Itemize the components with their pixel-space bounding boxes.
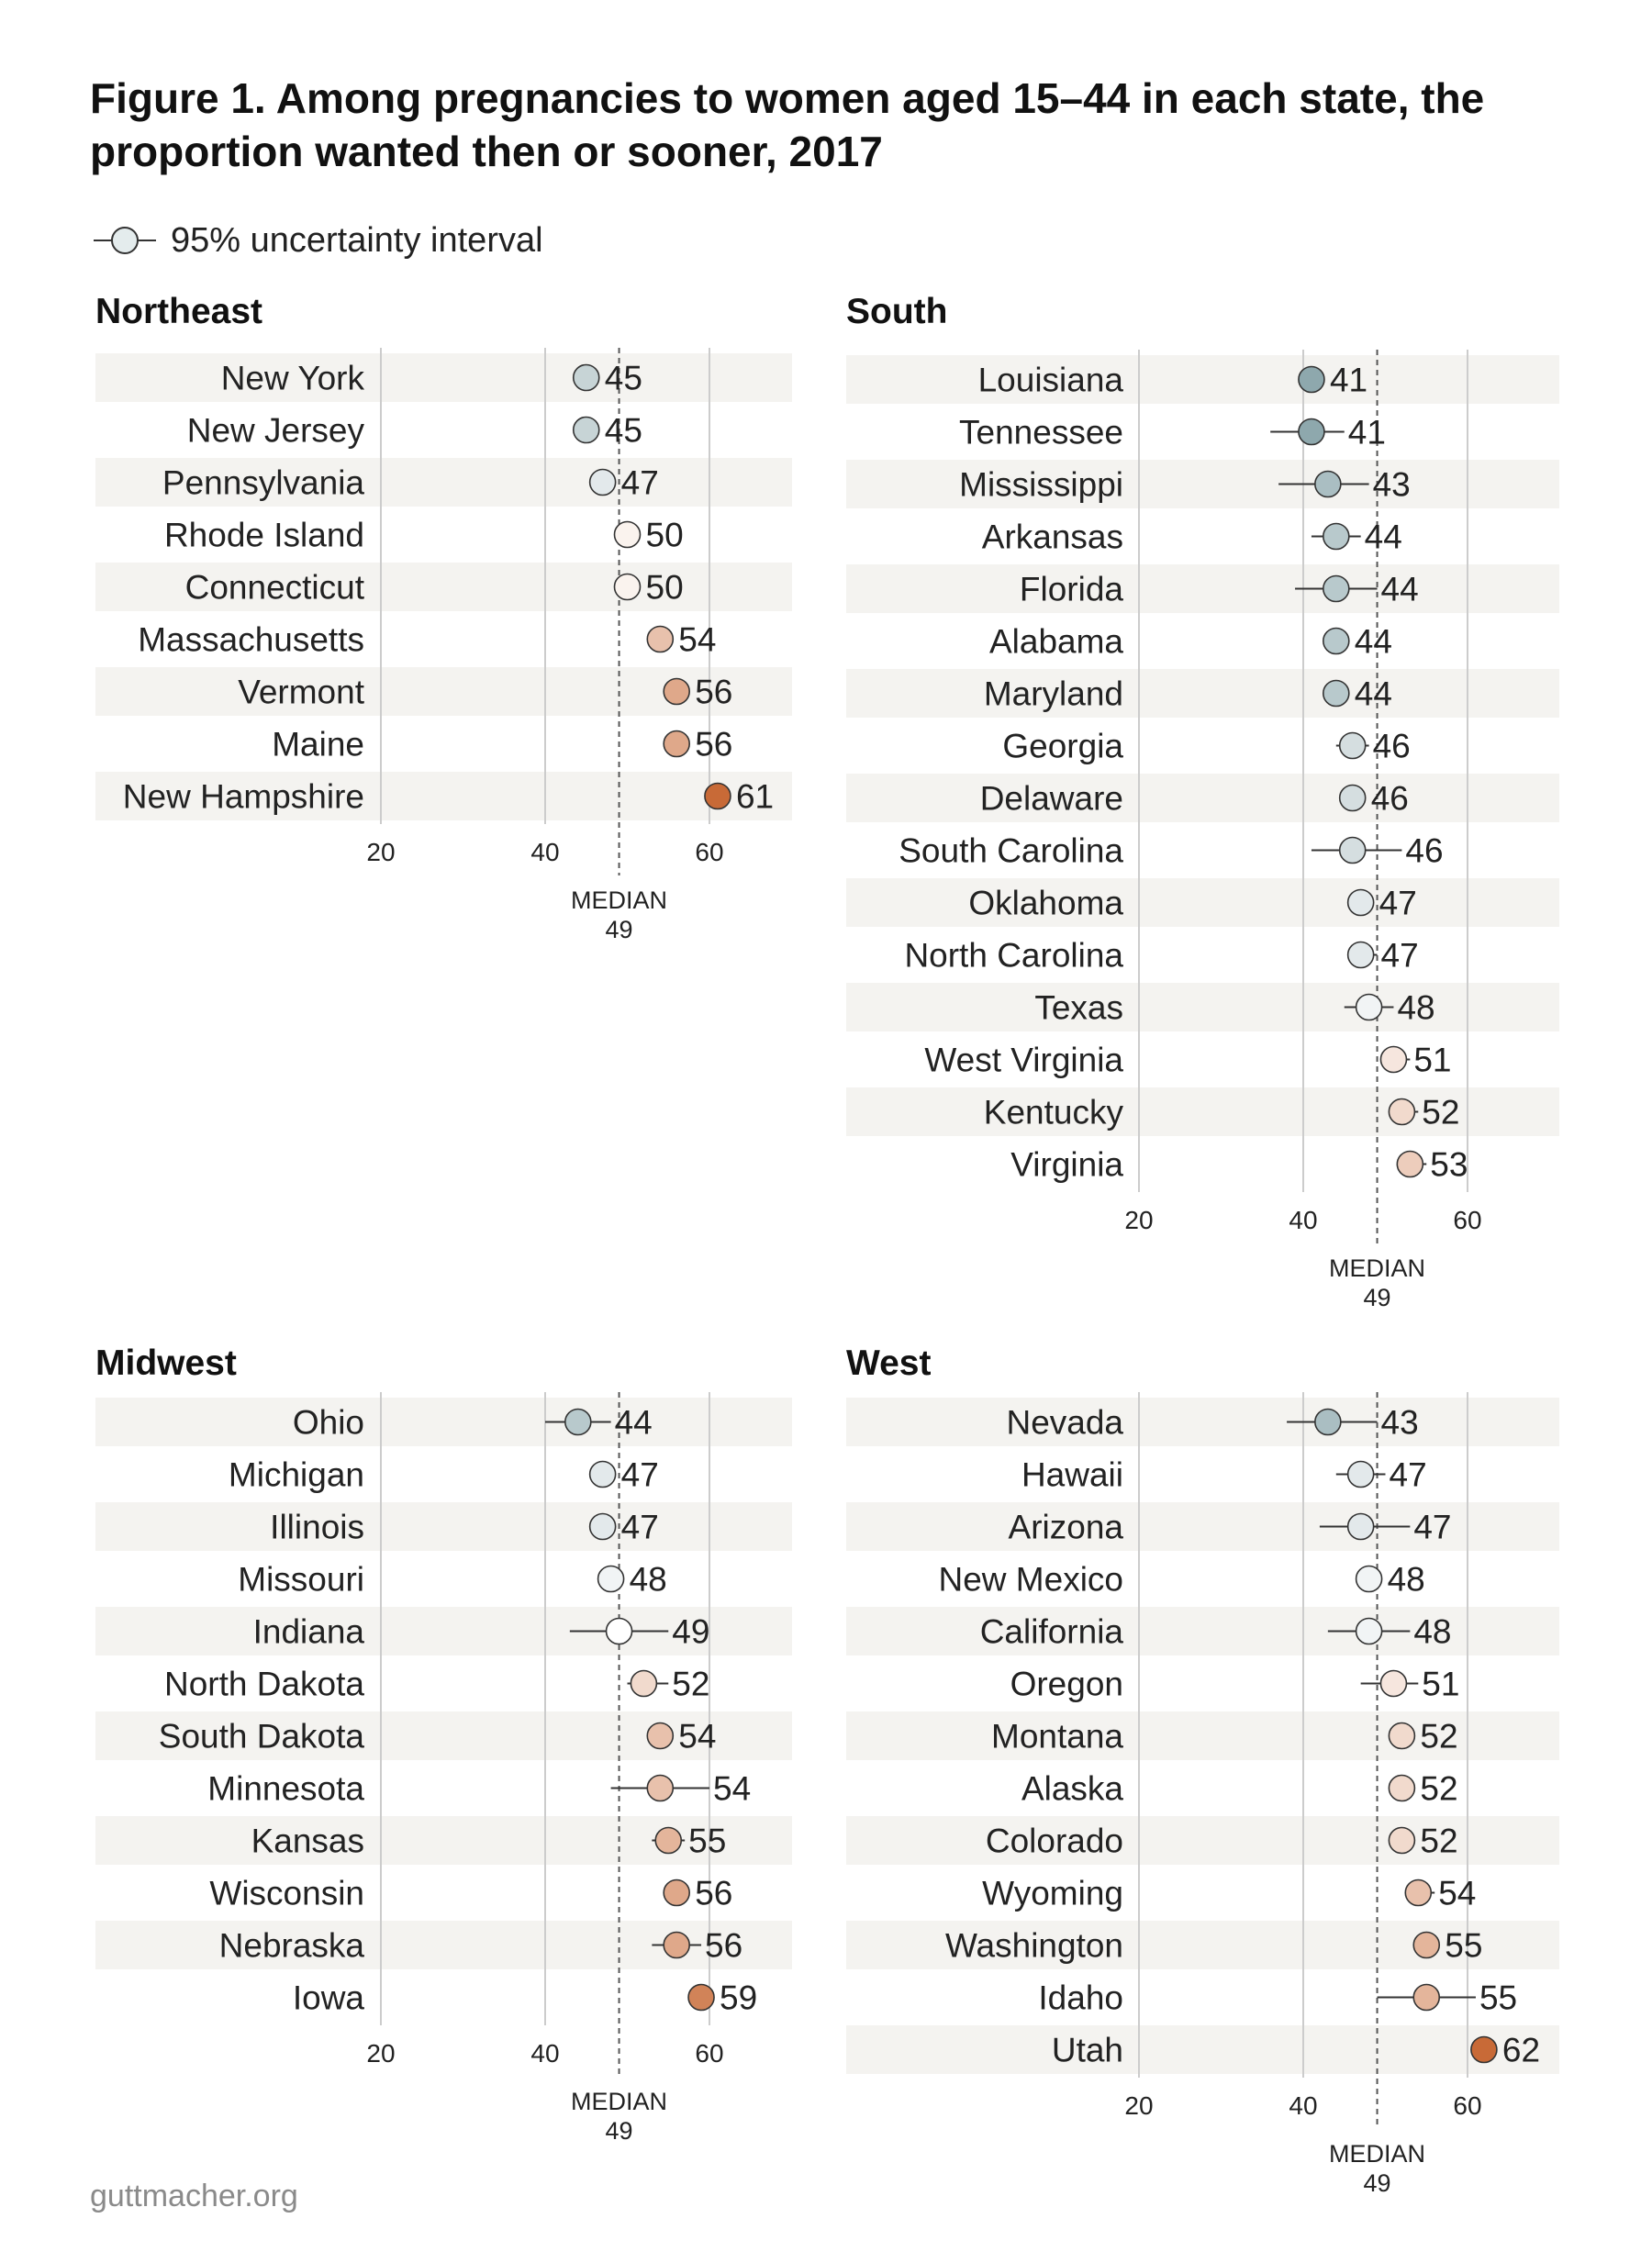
state-label: Tennessee bbox=[959, 413, 1123, 451]
data-point bbox=[1413, 1985, 1439, 2011]
value-label: 50 bbox=[645, 568, 684, 607]
state-label: Delaware bbox=[979, 779, 1123, 818]
state-label: Florida bbox=[1019, 570, 1123, 608]
data-point bbox=[574, 418, 599, 443]
state-label: Washington bbox=[944, 1926, 1123, 1965]
value-label: 48 bbox=[1387, 1560, 1425, 1599]
state-label: Kansas bbox=[251, 1822, 364, 1860]
value-label: 46 bbox=[1372, 727, 1411, 765]
value-label: 43 bbox=[1380, 1403, 1419, 1442]
state-label: New Jersey bbox=[186, 411, 364, 450]
value-label: 61 bbox=[735, 777, 775, 816]
region-heading: South bbox=[846, 292, 948, 331]
row-stripe bbox=[846, 564, 1559, 613]
median-value-label: 49 bbox=[1363, 2169, 1391, 2197]
value-label: 46 bbox=[1405, 831, 1444, 870]
value-label: 48 bbox=[1413, 1612, 1452, 1651]
row-stripe bbox=[846, 774, 1559, 822]
row-stripe bbox=[846, 355, 1559, 404]
data-point bbox=[1356, 995, 1382, 1020]
row-stripe bbox=[846, 2025, 1559, 2074]
data-point bbox=[647, 1776, 673, 1801]
row-stripe bbox=[846, 1398, 1559, 1446]
state-label: Illinois bbox=[270, 1508, 364, 1546]
median-label: MEDIAN bbox=[571, 886, 668, 914]
value-label: 55 bbox=[688, 1822, 727, 1860]
state-label: Maryland bbox=[983, 674, 1123, 713]
state-label: New Hampshire bbox=[122, 777, 364, 816]
state-label: New Mexico bbox=[938, 1560, 1123, 1599]
data-point bbox=[1323, 524, 1349, 550]
value-label: 46 bbox=[1370, 779, 1409, 818]
data-point bbox=[1380, 1047, 1406, 1073]
state-label: Maine bbox=[272, 725, 364, 764]
value-label: 54 bbox=[678, 620, 717, 659]
data-point bbox=[565, 1410, 591, 1435]
row-stripe bbox=[846, 983, 1559, 1031]
data-point bbox=[647, 627, 673, 652]
value-label: 47 bbox=[620, 463, 659, 502]
data-point bbox=[1380, 1671, 1406, 1697]
state-label: Connecticut bbox=[184, 568, 364, 607]
value-label: 51 bbox=[1413, 1041, 1452, 1079]
value-label: 56 bbox=[705, 1926, 743, 1965]
state-label: South Dakota bbox=[158, 1717, 364, 1756]
x-tick-label: 60 bbox=[695, 838, 724, 866]
value-label: 45 bbox=[604, 359, 642, 397]
data-point bbox=[1348, 942, 1374, 968]
x-tick-label: 20 bbox=[366, 838, 396, 866]
value-label: 55 bbox=[1479, 1979, 1518, 2017]
data-point bbox=[1340, 786, 1366, 811]
state-label: West Virginia bbox=[924, 1041, 1123, 1079]
row-stripe bbox=[846, 669, 1559, 718]
chart-title: Figure 1. Among pregnancies to women aged 15–44 in each state, the proportion wanted then or sooner, 2017 bbox=[90, 74, 1485, 175]
value-label: 54 bbox=[1438, 1874, 1477, 1912]
state-label: Montana bbox=[991, 1717, 1123, 1756]
value-label: 62 bbox=[1501, 2031, 1541, 2069]
value-label: 47 bbox=[1379, 884, 1417, 922]
value-label: 47 bbox=[1413, 1508, 1452, 1546]
value-label: 44 bbox=[1380, 570, 1419, 608]
value-label: 44 bbox=[1354, 622, 1392, 661]
state-label: Wyoming bbox=[982, 1874, 1123, 1912]
value-label: 50 bbox=[645, 516, 684, 554]
data-point bbox=[1348, 1462, 1374, 1488]
data-point bbox=[598, 1566, 624, 1592]
value-label: 52 bbox=[1420, 1769, 1458, 1808]
value-label: 56 bbox=[695, 673, 733, 711]
state-label: Indiana bbox=[252, 1612, 364, 1651]
value-label: 47 bbox=[1389, 1455, 1427, 1494]
x-tick-label: 20 bbox=[1124, 2091, 1154, 2120]
data-point bbox=[615, 522, 641, 548]
state-label: South Carolina bbox=[899, 831, 1123, 870]
data-point bbox=[664, 1933, 689, 1958]
data-point bbox=[1299, 367, 1324, 393]
value-label: 43 bbox=[1372, 465, 1411, 504]
row-stripe bbox=[846, 1502, 1559, 1551]
state-label: Idaho bbox=[1038, 1979, 1123, 2017]
state-label: Massachusetts bbox=[138, 620, 364, 659]
state-label: Mississippi bbox=[959, 465, 1123, 504]
data-point bbox=[590, 1514, 616, 1540]
value-label: 52 bbox=[1422, 1093, 1460, 1132]
data-point bbox=[664, 679, 689, 705]
state-label: California bbox=[979, 1612, 1123, 1651]
median-label: MEDIAN bbox=[571, 2088, 668, 2115]
x-tick-label: 60 bbox=[695, 2039, 724, 2068]
row-stripe bbox=[95, 1816, 792, 1865]
data-point bbox=[1323, 681, 1349, 707]
data-point bbox=[688, 1985, 714, 2011]
data-point bbox=[1340, 733, 1366, 759]
data-point bbox=[1413, 1933, 1439, 1958]
data-point bbox=[1405, 1880, 1431, 1906]
data-point bbox=[1323, 576, 1349, 602]
row-stripe bbox=[95, 1398, 792, 1446]
value-label: 44 bbox=[614, 1403, 653, 1442]
data-point bbox=[1348, 890, 1374, 916]
value-label: 52 bbox=[1420, 1822, 1458, 1860]
legend-label: 95% uncertainty interval bbox=[171, 220, 543, 260]
state-label: Vermont bbox=[238, 673, 364, 711]
row-stripe bbox=[95, 1502, 792, 1551]
value-label: 52 bbox=[1420, 1717, 1458, 1756]
data-point bbox=[1389, 1099, 1414, 1125]
value-label: 53 bbox=[1430, 1145, 1468, 1184]
value-label: 45 bbox=[604, 411, 642, 450]
x-tick-label: 60 bbox=[1453, 1206, 1482, 1234]
data-point bbox=[1299, 419, 1324, 445]
data-point bbox=[590, 1462, 616, 1488]
state-label: Georgia bbox=[1002, 727, 1123, 765]
state-label: Ohio bbox=[292, 1403, 364, 1442]
value-label: 47 bbox=[1380, 936, 1419, 975]
state-label: Utah bbox=[1051, 2031, 1123, 2069]
data-point bbox=[1340, 838, 1366, 864]
state-label: Arkansas bbox=[981, 518, 1123, 556]
state-label: Arizona bbox=[1008, 1508, 1123, 1546]
state-label: Alaska bbox=[1021, 1769, 1123, 1808]
state-label: North Dakota bbox=[164, 1665, 364, 1703]
data-point bbox=[1315, 472, 1341, 497]
region-heading: Midwest bbox=[95, 1343, 237, 1383]
region-panel-south bbox=[846, 292, 1559, 1311]
value-label: 52 bbox=[672, 1665, 710, 1703]
state-label: Iowa bbox=[292, 1979, 364, 2017]
value-label: 47 bbox=[620, 1508, 659, 1546]
state-label: Michigan bbox=[228, 1455, 364, 1494]
x-tick-label: 40 bbox=[1289, 1206, 1318, 1234]
data-point bbox=[1389, 1723, 1414, 1749]
median-label: MEDIAN bbox=[1329, 2140, 1426, 2168]
data-point bbox=[590, 470, 616, 496]
state-label: Hawaii bbox=[1021, 1455, 1123, 1494]
region-heading: West bbox=[846, 1343, 932, 1383]
row-stripe bbox=[95, 353, 792, 402]
state-label: New York bbox=[220, 359, 364, 397]
x-tick-label: 40 bbox=[530, 838, 560, 866]
data-point bbox=[1356, 1566, 1382, 1592]
data-point bbox=[655, 1828, 681, 1854]
data-point bbox=[607, 1619, 632, 1644]
region-panel-midwest bbox=[95, 1343, 792, 2145]
value-label: 51 bbox=[1422, 1665, 1460, 1703]
state-label: Virginia bbox=[1010, 1145, 1123, 1184]
data-point bbox=[1389, 1776, 1414, 1801]
x-tick-label: 40 bbox=[1289, 2091, 1318, 2120]
value-label: 47 bbox=[620, 1455, 659, 1494]
value-label: 41 bbox=[1329, 361, 1368, 399]
value-label: 44 bbox=[1354, 674, 1392, 713]
data-point bbox=[1348, 1514, 1374, 1540]
state-label: Louisiana bbox=[977, 361, 1123, 399]
data-point bbox=[664, 1880, 689, 1906]
source-footer: guttmacher.org bbox=[90, 2179, 298, 2213]
region-panel-west bbox=[846, 1343, 1559, 2197]
state-label: Wisconsin bbox=[209, 1874, 364, 1912]
state-label: Nebraska bbox=[218, 1926, 364, 1965]
value-label: 44 bbox=[1364, 518, 1402, 556]
median-value-label: 49 bbox=[1363, 1284, 1391, 1311]
value-label: 41 bbox=[1347, 413, 1386, 451]
state-label: Oklahoma bbox=[968, 884, 1123, 922]
row-stripe bbox=[846, 1607, 1559, 1655]
state-label: Pennsylvania bbox=[162, 463, 364, 502]
data-point bbox=[1356, 1619, 1382, 1644]
row-stripe bbox=[846, 460, 1559, 508]
data-point bbox=[664, 731, 689, 757]
data-point bbox=[1389, 1828, 1414, 1854]
x-tick-label: 20 bbox=[366, 2039, 396, 2068]
state-label: Nevada bbox=[1006, 1403, 1123, 1442]
state-label: Oregon bbox=[1010, 1665, 1123, 1703]
region-heading: Northeast bbox=[95, 292, 263, 331]
data-point bbox=[705, 784, 731, 809]
value-label: 55 bbox=[1445, 1926, 1483, 1965]
value-label: 54 bbox=[713, 1769, 752, 1808]
state-label: Alabama bbox=[988, 622, 1123, 661]
state-label: Texas bbox=[1034, 988, 1123, 1027]
data-point bbox=[647, 1723, 673, 1749]
data-point bbox=[615, 574, 641, 600]
value-label: 59 bbox=[720, 1979, 758, 2017]
value-label: 49 bbox=[672, 1612, 710, 1651]
median-value-label: 49 bbox=[605, 2117, 633, 2145]
state-label: Colorado bbox=[985, 1822, 1123, 1860]
state-label: Missouri bbox=[238, 1560, 364, 1599]
median-value-label: 49 bbox=[605, 916, 633, 943]
x-tick-label: 60 bbox=[1453, 2091, 1482, 2120]
median-label: MEDIAN bbox=[1329, 1254, 1426, 1282]
x-tick-label: 40 bbox=[530, 2039, 560, 2068]
data-point bbox=[1397, 1152, 1423, 1177]
value-label: 56 bbox=[695, 1874, 733, 1912]
state-label: Rhode Island bbox=[163, 516, 364, 554]
row-stripe bbox=[846, 878, 1559, 927]
region-panel-northeast bbox=[95, 292, 792, 943]
state-label: Minnesota bbox=[207, 1769, 364, 1808]
data-point bbox=[631, 1671, 656, 1697]
state-label: North Carolina bbox=[904, 936, 1123, 975]
value-label: 48 bbox=[1397, 988, 1435, 1027]
value-label: 54 bbox=[678, 1717, 717, 1756]
data-point bbox=[1323, 629, 1349, 654]
x-tick-label: 20 bbox=[1124, 1206, 1154, 1234]
state-label: Kentucky bbox=[983, 1093, 1123, 1132]
data-point bbox=[1471, 2037, 1497, 2063]
value-label: 56 bbox=[695, 725, 733, 764]
value-label: 48 bbox=[629, 1560, 667, 1599]
data-point bbox=[1315, 1410, 1341, 1435]
data-point bbox=[574, 365, 599, 391]
